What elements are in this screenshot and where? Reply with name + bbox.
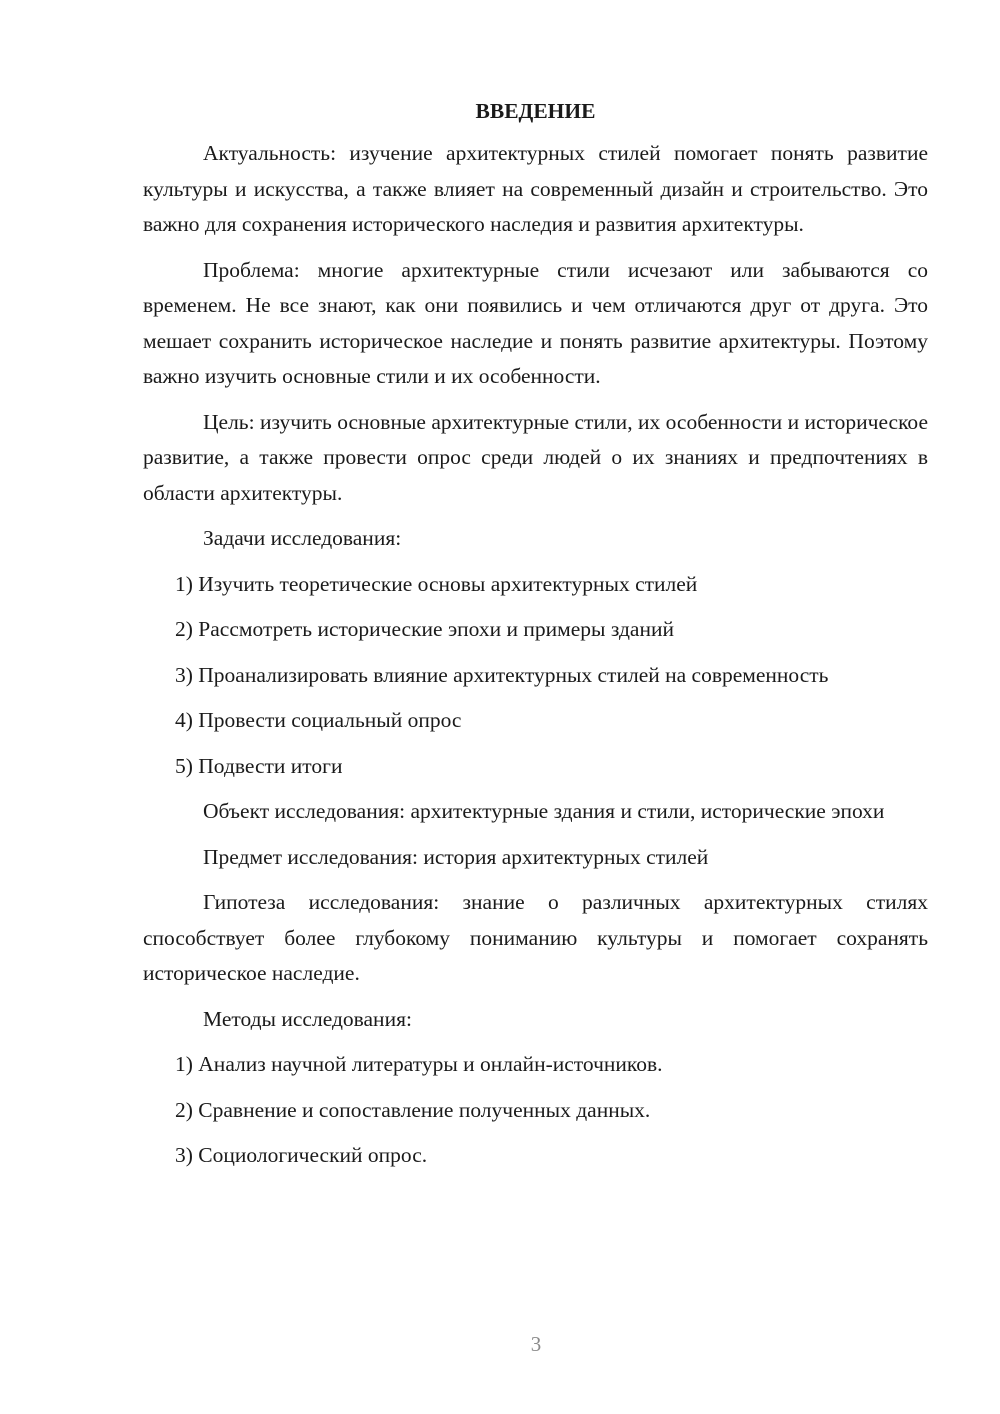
page-number: 3 [530,1332,542,1356]
method-item: 2) Сравнение и сопоставление полученных данных. [175,1097,651,1122]
object-paragraph: Объект исследования: архитектурные здания и стили, исторические эпохи [203,799,885,823]
problem-paragraph: Проблема: многие архитектурные стили исчезают или забываются со временем. Не все знают, как они появились и чем отличаются друг от друга. Это мешает сохранить историческое наследие и понять развитие архитектуры. Поэтому важно изучить основные стили и их особенности. [143,257,928,388]
task-item: 5) Подвести итоги [175,753,343,778]
methods-title: Методы исследования: [203,1006,412,1031]
task-item: 2) Рассмотреть исторические эпохи и примеры зданий [175,617,674,641]
subject-paragraph: Предмет исследования: история архитектурных стилей [203,844,709,869]
method-item: 3) Социологический опрос. [175,1143,428,1167]
tasks-title: Задачи исследования: [203,526,402,550]
task-item: 3) Проанализировать влияние архитектурных стилей на современность [175,662,829,687]
task-item: 4) Провести социальный опрос [175,708,462,732]
goal-paragraph: Цель: изучить основные архитектурные стили, их особенности и историческое развитие, а также провести опрос среди людей о их знаниях и предпочтениях в области архитектуры. [143,409,928,505]
document-page [143,96,928,1184]
task-item: 1) Изучить теоретические основы архитектурных стилей [175,571,698,596]
methods-list [143,1047,928,1174]
section-heading: ВВЕДЕНИЕ [475,99,596,123]
relevance-paragraph: Актуальность: изучение архитектурных стилей помогает понять развитие культуры и искусства, а также влияет на современный дизайн и строительство. Это важно для сохранения исторического наследия и развития архитектуры. [143,141,928,236]
hypothesis-paragraph: Гипотеза исследования: знание о различных архитектурных стилях способствует более глубокому пониманию культуры и помогает сохранять историческое наследие. [143,890,928,985]
method-item: 1) Анализ научной литературы и онлайн-источников. [175,1052,663,1076]
tasks-list [143,567,928,785]
